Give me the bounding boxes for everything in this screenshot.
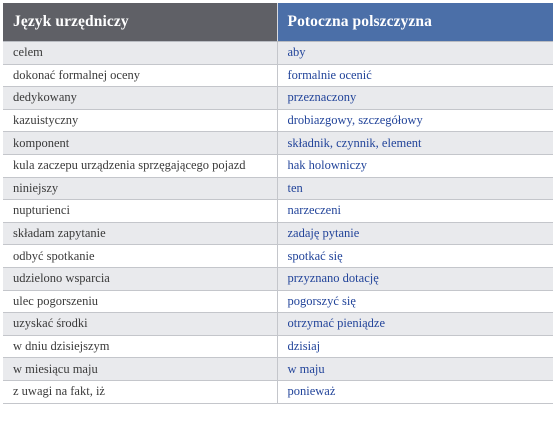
official-term-cell: udzielono wsparcia	[3, 267, 277, 290]
colloquial-term-cell: dzisiaj	[277, 335, 553, 358]
colloquial-term-cell: przeznaczony	[277, 87, 553, 110]
table-row	[3, 335, 553, 358]
colloquial-term-cell: hak holowniczy	[277, 154, 553, 177]
header-official-language: Język urzędniczy	[3, 3, 277, 42]
official-term-cell: ulec pogorszeniu	[3, 290, 277, 313]
table-row	[3, 245, 553, 268]
colloquial-term-cell: spotkać się	[277, 245, 553, 268]
colloquial-term-cell: drobiazgowy, szczegółowy	[277, 109, 553, 132]
colloquial-term-cell: pogorszyć się	[277, 290, 553, 313]
official-term-cell: komponent	[3, 132, 277, 155]
comparison-table-container	[3, 3, 553, 404]
comparison-table	[3, 3, 553, 404]
table-header-row	[3, 3, 553, 42]
official-term-cell: nupturienci	[3, 200, 277, 223]
table-row	[3, 267, 553, 290]
table-row	[3, 87, 553, 110]
table-row	[3, 42, 553, 65]
official-term-cell: dokonać formalnej oceny	[3, 64, 277, 87]
table-row	[3, 290, 553, 313]
table-row	[3, 109, 553, 132]
colloquial-term-cell: składnik, czynnik, element	[277, 132, 553, 155]
official-term-cell: celem	[3, 42, 277, 65]
table-row	[3, 313, 553, 336]
colloquial-term-cell: zadaję pytanie	[277, 222, 553, 245]
colloquial-term-cell: ponieważ	[277, 380, 553, 403]
official-term-cell: składam zapytanie	[3, 222, 277, 245]
table-row	[3, 200, 553, 223]
official-term-cell: kula zaczepu urządzenia sprzęgającego pojazd	[3, 154, 277, 177]
official-term-cell: z uwagi na fakt, iż	[3, 380, 277, 403]
table-row	[3, 177, 553, 200]
colloquial-term-cell: ten	[277, 177, 553, 200]
official-term-cell: w miesiącu maju	[3, 358, 277, 381]
colloquial-term-cell: narzeczeni	[277, 200, 553, 223]
colloquial-term-cell: przyznano dotację	[277, 267, 553, 290]
table-row	[3, 222, 553, 245]
official-term-cell: dedykowany	[3, 87, 277, 110]
official-term-cell: niniejszy	[3, 177, 277, 200]
colloquial-term-cell: aby	[277, 42, 553, 65]
table-row	[3, 132, 553, 155]
colloquial-term-cell: otrzymać pieniądze	[277, 313, 553, 336]
colloquial-term-cell: w maju	[277, 358, 553, 381]
official-term-cell: uzyskać środki	[3, 313, 277, 336]
official-term-cell: w dniu dzisiejszym	[3, 335, 277, 358]
colloquial-term-cell: formalnie ocenić	[277, 64, 553, 87]
table-row	[3, 154, 553, 177]
table-row	[3, 358, 553, 381]
official-term-cell: odbyć spotkanie	[3, 245, 277, 268]
official-term-cell: kazuistyczny	[3, 109, 277, 132]
table-row	[3, 380, 553, 403]
table-body	[3, 42, 553, 404]
table-row	[3, 64, 553, 87]
header-colloquial-language: Potoczna polszczyzna	[277, 3, 553, 42]
